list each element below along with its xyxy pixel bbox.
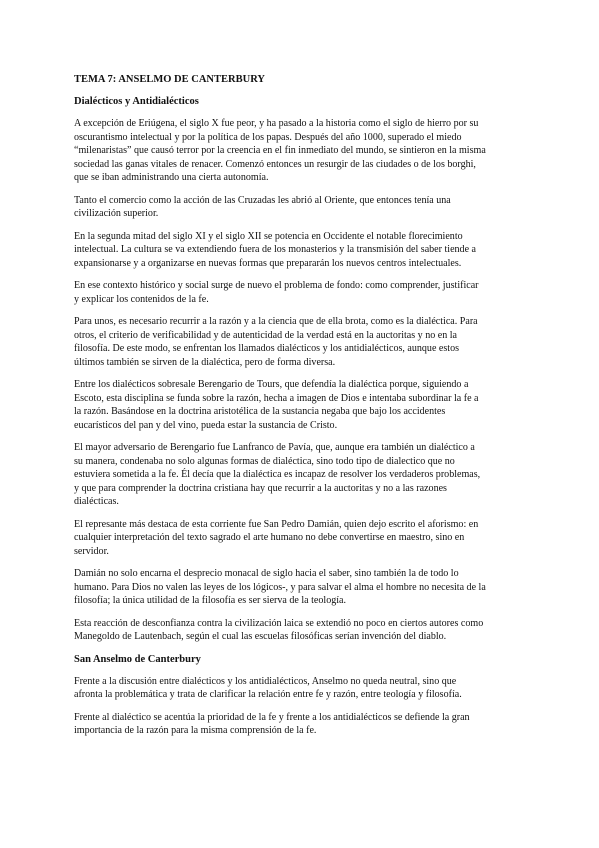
text-line: intelectual. La cultura se va extendiendo fuera de los monasterios y la transmisión del saber tiende a [74,244,477,255]
text-line: filosofía. De este modo, se enfrentan los llamados dialécticos y los antidialécticos, aunque estos [74,343,460,354]
text-line: sociedad las ganas vitales de renacer. Comenzó entonces un resurgir de las ciudades o de los borghi, [74,158,476,170]
text-line: y explicar los contenidos de la fe. [74,293,209,305]
text-line: En ese contexto histórico y social surge de nuevo el problema de fondo: como comprender, justificar [74,280,479,291]
text-line: El mayor adversario de Berengario fue Lanfranco de Pavía, que, aunque era también un dialéctico a [74,442,475,453]
paragraph [74,230,534,271]
text-line: Manegoldo de Lautenbach, según el cual las escuelas filosóficas serían invención del diablo. [74,631,447,642]
text-line: que se iban administrando una cierta autonomía. [74,172,269,183]
paragraph [74,711,534,738]
text-line: y que para comprender la doctrina cristiana hay que recurrir a la auctoritas y no a las razones [74,482,447,494]
text-line: dialécticas. [74,496,119,507]
document-title: TEMA 7: ANSELMO DE CANTERBURY [74,74,265,85]
text-line: Para unos, es necesario recurrir a la razón y a la ciencia que de ella brota, como es la dialéctica. Para [74,316,478,327]
text-line: importancia de la razón para la misma comprensión de la fe. [74,725,317,736]
text-line: eucarísticos del pan y del vino, pueda estar la sustancia de Cristo. [74,419,338,431]
text-line: Esta reacción de desconfianza contra la civilización laica se extendió no poco en ciertos autores como [74,617,484,629]
document-page [74,73,534,747]
paragraph [74,117,534,185]
text-line: estuviera sometida a la fe. Él decía que la dialéctica es incapaz de resolver los verdaderos problemas, [74,469,481,480]
text-line: humano. Para Dios no valen las leyes de los lógicos-, y para salvar el alma el hombre no necesita de la [74,581,486,593]
section-heading: Dialécticos y Antidialécticos [74,96,199,107]
text-line: Escoto, esta disciplina se funda sobre la razón, hecha a imagen de Dios e intentaba subordinar la fe a [74,392,479,404]
paragraph [74,441,534,509]
paragraph [74,194,534,221]
text-line: otros, el criterio de verificabilidad y de autenticidad de la verdad está en la auctoritas y no en la [74,329,458,341]
text-line: cualquier interpretación del texto sagrado el arte humano no debe convertirse en maestro, sino en [74,532,465,543]
text-line: Tanto el comercio como la acción de las Cruzadas les abrió al Oriente, que entonces tenía una [74,194,451,206]
text-line: oscurantismo intelectual y por la política de los papas. Después del año 1000, superado el miedo [74,131,462,143]
paragraph [74,567,534,608]
text-line: El represante más destaca de esta corriente fue San Pedro Damián, quien dejo escrito el aforismo: en [74,518,479,530]
text-line: Damián no solo encarna el desprecio monacal de siglo hacia el saber, sino también la de todo lo [74,568,459,579]
text-line: Frente al dialéctico se acentúa la prioridad de la fe y frente a los antidialécticos se defiende la gran [74,711,470,723]
text-line: su manera, condenaba no solo algunas formas de dialéctica, sino todo tipo de dialectico que no [74,455,455,467]
text-line: Frente a la discusión entre dialécticos y los antidialécticos, Anselmo no queda neutral, sino que [74,675,457,687]
section-heading: San Anselmo de Canterbury [74,653,201,665]
text-line: En la segunda mitad del siglo XI y el siglo XII se potencia en Occidente el notable florecimiento [74,230,463,242]
text-line: la razón. Basándose en la doctrina aristotélica de la sustancia negaba que bajo los accidentes [74,406,446,417]
text-line: filosofía; la única utilidad de la filosofía es ser sierva de la teología. [74,595,347,606]
text-line: “milenaristas” que causó terror por la creencia en el fin inmediato del mundo, se sintieron en la misma [74,145,486,156]
paragraph [74,617,534,644]
paragraph [74,315,534,369]
text-line: Entre los dialécticos sobresale Berengario de Tours, que defendía la dialéctica porque, siguiendo a [74,379,469,390]
paragraph [74,378,534,432]
paragraph [74,675,534,702]
section-san-anselmo [74,653,534,738]
text-line: servidor. [74,545,109,557]
paragraph [74,518,534,559]
text-line: afronta la problemática y trata de clarificar la relación entre fe y razón, entre teología y filosofía. [74,689,462,700]
text-line: civilización superior. [74,208,159,219]
section-dialecticos [74,95,534,644]
text-line: expansionarse y a organizarse en nuevas formas que prepararán los nuevos centros intelectuales. [74,257,462,269]
paragraph [74,279,534,306]
text-line: A excepción de Eriúgena, el siglo X fue peor, y ha pasado a la historia como el siglo de hierro por su [74,118,479,129]
text-line: últimos también se sirven de la dialéctica, pero de forma diversa. [74,356,336,368]
